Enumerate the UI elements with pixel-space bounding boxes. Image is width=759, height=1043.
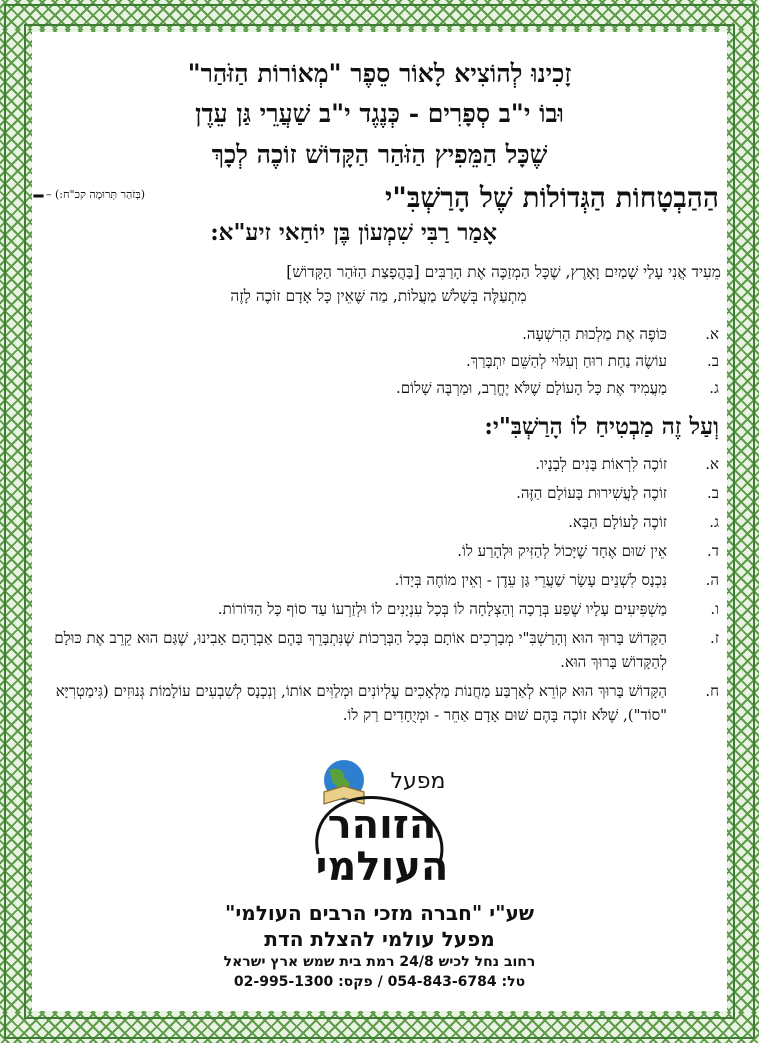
zohar-logo — [300, 758, 460, 888]
headline-line-1: זָכִינוּ לְהוֹצִיא לָאוֹר סֵפֶר "מְאוֹרוֹת הַזֹּהַר" — [187, 59, 572, 88]
list-letter: ח. — [705, 682, 719, 700]
list-item — [38, 481, 719, 505]
list-item — [38, 539, 719, 563]
list-item — [38, 510, 719, 534]
promises-list — [38, 452, 719, 732]
list-letter: ג. — [709, 513, 719, 531]
logo-line-1: הזוהר — [327, 802, 437, 848]
list-text: כּוֹפֶה אֶת מַלְכוּת הָרִשְׁעָה. — [522, 325, 667, 343]
list-text: זוֹכֶה לָעוֹלָם הַבָּא. — [568, 513, 667, 531]
headline-promises: הַהַבְטָחוֹת הַגְּדוֹלוֹת שֶׁל הָרַשְׁבִּ"י — [384, 181, 719, 214]
logo-top-word: מפעל — [390, 769, 446, 794]
intro-line-1: מֵעִיד אֲנִי עָלַי שָׁמַיִם וָאָרֶץ, שֶׁכָּל הַמְזַכֶּה אֶת הָרַבִּים [בַּהֲפָצַת הַזֹּהַר הַקָּדוֹשׁ] — [286, 263, 721, 281]
list-text: מַעֲמִיד אֶת כָּל הָעוֹלָם שֶׁלֹּא יֶחֱרַב, וּמַרְבֶּה שָׁלוֹם. — [396, 379, 667, 397]
list-text: זוֹכֶה לַעֲשִׁירוּת בָּעוֹלָם הַזֶּה. — [516, 484, 667, 502]
headline-dash: – — [32, 180, 45, 210]
headline-line-2: וּבוֹ י"ב סְפָרִים - כְּנֶגֶד י"ב שַׁעֲרֵי גַּן עֵדֶן — [195, 99, 564, 128]
list-text: הַקָּדוֹשׁ בָּרוּךְ הוּא וְהָרַשְׁבִּ"י מְבָרְכִים אוֹתָם בְּכָל הַבְּרָכוֹת שֶׁנִּתְבָּרֵךְ בָּהֶם אַבְרָהָם אָבִינוּ, שֶׁגַּם הוּא קֵרֵב אֶת כּוּלָם לְהַקָּדוֹשׁ בָּרוּךְ הוּא. — [54, 629, 667, 671]
list-item — [38, 679, 719, 727]
list-item — [38, 452, 719, 476]
footer — [32, 900, 727, 992]
list-text: אֵין שׁוּם אֶחָד שֶׁיָּכוֹל לְהַזִּיק וּלְהָרַע לוֹ. — [457, 542, 667, 560]
list-item — [38, 376, 719, 400]
list-letter: ג. — [709, 379, 719, 397]
intro-line-2: מִתְעַלֶּה בְּשָׁלֹשׁ מַעֲלוֹת, מַה שֶּׁאֵין כָּל אָדָם זוֹכֶה לָזֶה — [230, 287, 527, 305]
list-letter: א. — [705, 455, 719, 473]
list-letter: ד. — [707, 542, 719, 560]
list-letter: ב. — [707, 484, 719, 502]
list-item — [38, 597, 719, 621]
list-item — [38, 349, 719, 373]
list-item — [38, 626, 719, 674]
list-text: מַשְׁפִּיעִים עָלָיו שֶׁפַע בְּרָכָה וְהַצְלָחָה לוֹ בְּכָל עִנְיָנִים לוֹ וּלְזַרְעוֹ עַד סוֹף כָּל הַדּוֹרוֹת. — [217, 600, 667, 618]
list-text: עוֹשֶׂה נַחַת רוּחַ וְעִלּוּי לְהַשֵּׁם יִתְבָּרַךְ. — [466, 352, 667, 370]
list-letter: ב. — [707, 352, 719, 370]
headline-line-3: שֶׁכָּל הַמֵּפִיץ הַזֹּהַר הַקָּדוֹשׁ זוֹכֶה לְכָךְ — [211, 140, 548, 169]
three-levels-list — [38, 322, 719, 403]
footer-tagline: מפעל עולמי להצלת הדת — [264, 927, 495, 951]
list-letter: א. — [705, 325, 719, 343]
list-letter: ז. — [710, 629, 719, 647]
list-text: הַקָּדוֹשׁ בָּרוּךְ הוּא קוֹרֵא לְאַרְבַּע מַחֲנוֹת מַלְאָכִים עֶלְיוֹנִים וּמְלַוִּים אוֹתוֹ, וְנִכְנָס לְשִׁבְעִים עוֹלָמוֹת גְּנוּזִים (גִּימַטְרִיָּא "סוֹד"), שֶׁלֹּא זוֹכֶה בָּהֶם שׁוּם אָדָם אַחֵר - וּמְיֻחָדִים רַק לוֹ. — [55, 682, 667, 724]
footer-organization: שע"י "חברה מזכי הרבים העולמי" — [224, 901, 535, 925]
zohar-reference: (בְּזֹהַר תְּרוּמָה קכ"ח:) – — [46, 188, 145, 201]
headline-promises-row — [32, 178, 727, 218]
footer-phone-fax: טל: 054-843-6784 / פקס: 02-995-1300 — [233, 974, 526, 990]
promises-subheading: וְעַל זֶה מַבְטִיחַ לוֹ הָרַשְׁבִּ"י: — [484, 413, 719, 440]
intro-paragraph — [36, 260, 721, 308]
footer-address: רחוב נחל לכיש 24/8 רמת בית שמש ארץ ישראל — [223, 954, 536, 970]
list-letter: ו. — [710, 600, 719, 618]
list-letter: ה. — [705, 571, 719, 589]
list-text: נִכְנָס לִשְׁנֵים עָשָׂר שַׁעֲרֵי גַּן עֵדֶן - וְאֵין מוֹחֶה בְּיָדוֹ. — [394, 571, 667, 589]
logo-line-2: העולמי — [315, 844, 449, 888]
list-text: זוֹכֶה לִרְאוֹת בָּנִים לְבָנָיו. — [535, 455, 667, 473]
list-item — [38, 568, 719, 592]
list-item — [38, 322, 719, 346]
document-body — [32, 32, 727, 1011]
rashbi-quote-heading: אָמַר רַבִּי שִׁמְעוֹן בֶּן יוֹחַאי זיע"א: — [210, 219, 497, 246]
